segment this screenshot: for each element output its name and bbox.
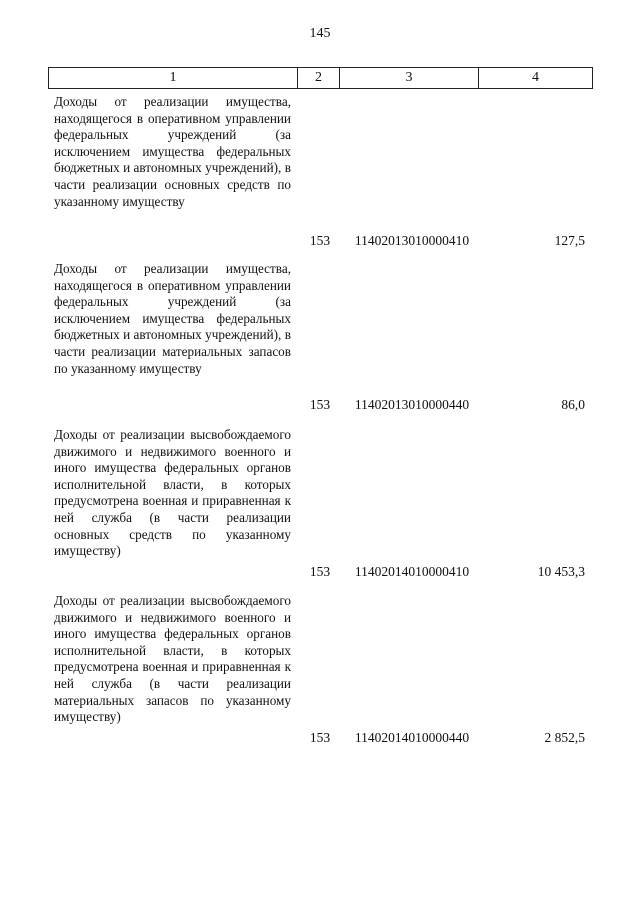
amount: 86,0 [561,397,585,412]
column-header-2: 2 [298,68,340,88]
table-row [54,427,589,587]
admin-code: 153 [309,564,331,579]
admin-code: 153 [309,397,331,412]
budget-classification-code: 11402014010000440 [354,730,470,745]
column-header-4: 4 [532,70,539,85]
page-number: 145 [309,26,331,41]
column-header-3: 3 [340,68,479,88]
table-row [54,593,589,753]
budget-classification-code: 11402013010000440 [354,397,470,412]
amount: 2 852,5 [544,730,585,745]
amount: 10 453,3 [537,564,585,579]
budget-classification-code: 11402014010000410 [354,564,470,579]
table-column-header [48,67,593,89]
income-description: Доходы от реализации высвобождаемого движимого и недвижимого военного и иного имущества федеральных органов исполнительной власти, в которых предусмотрена военная и приравненная к ней служба (в части реализации материальных запасов по указанному имуществу) [54,593,291,725]
amount: 127,5 [554,233,585,248]
budget-classification-code: 11402013010000410 [354,233,470,248]
table-row [54,261,589,421]
income-description: Доходы от реализации имущества, находящегося в оперативном управлении федеральных учреждений (за исключением имущества федеральных бюджетных и автономных учреждений), в части реализации материальных запасов по указанному имуществу [54,261,291,376]
income-description: Доходы от реализации высвобождаемого движимого и недвижимого военного и иного имущества федеральных органов исполнительной власти, в которых предусмотрена военная и приравненная к ней служба (в части реализации основных средств по указанному имуществу) [54,427,291,559]
column-header-1: 1 [49,68,298,88]
table-row [54,94,589,254]
admin-code: 153 [309,730,331,745]
admin-code: 153 [309,233,331,248]
income-description: Доходы от реализации имущества, находящегося в оперативном управлении федеральных учреждений (за исключением имущества федеральных бюджетных и автономных учреждений), в части реализации основных средств по указанному имуществу [54,94,291,209]
